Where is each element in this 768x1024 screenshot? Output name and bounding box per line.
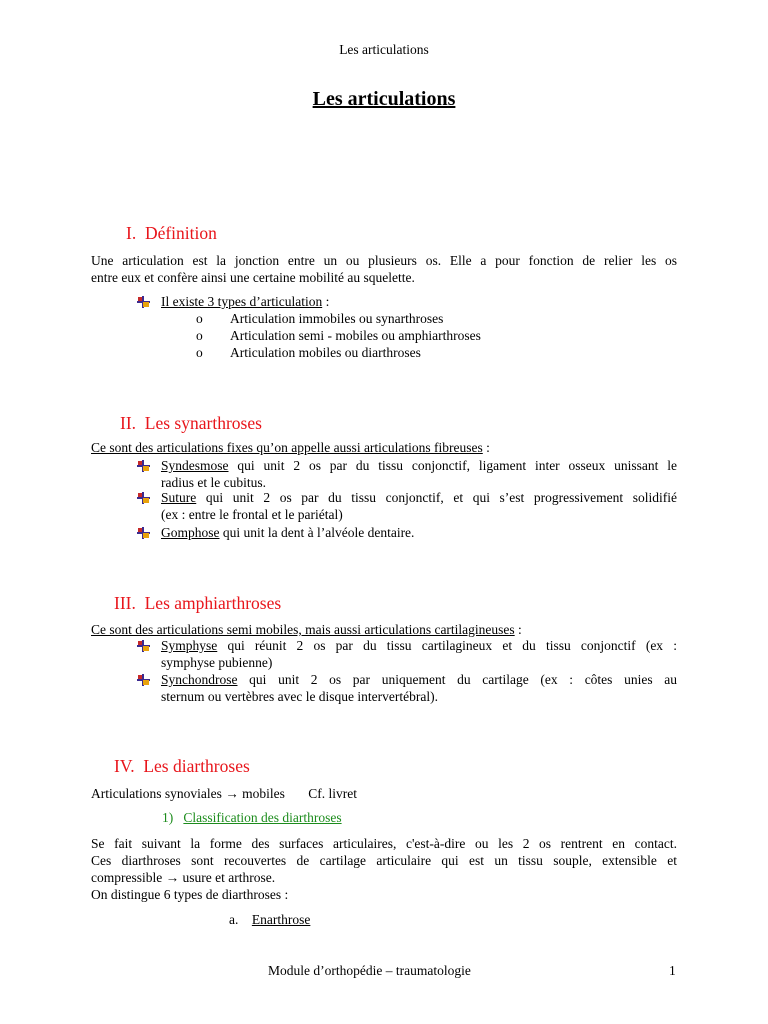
section-title: Définition — [144, 223, 217, 243]
bullet-item — [136, 638, 677, 672]
section-number: III. — [114, 593, 136, 613]
pin-bullet-icon — [136, 459, 152, 473]
circle-marker: o — [196, 311, 203, 326]
subsection-number: 1) — [162, 810, 174, 825]
sub-list-item — [196, 327, 481, 344]
paragraph-line: entre eux et confère ainsi une certaine mobilité au squelette. — [91, 270, 415, 285]
paragraph-text: usure et arthrose. — [179, 870, 276, 885]
livret-reference: Cf. livret — [308, 786, 357, 801]
bullet-text: qui réunit 2 os par du tissu cartilagineux et du tissu conjonctif (ex : — [217, 638, 677, 653]
page-title: Les articulations — [312, 88, 456, 110]
paragraph-line: On distingue 6 types de diarthroses : — [91, 887, 289, 902]
pin-bullet-icon — [136, 295, 152, 309]
section-number: II. — [120, 413, 137, 433]
paragraph-line: Se fait suivant la forme des surfaces articulaires, c'est-à-dire ou les 2 os rentrent en contact. — [91, 836, 677, 851]
bullet-term: Suture — [161, 490, 197, 505]
bullet-line — [161, 672, 677, 689]
bullet-line: symphyse pubienne) — [161, 654, 273, 670]
bullet-term: Syndesmose — [161, 458, 229, 473]
sub-item-text: Articulation mobiles ou diarthroses — [230, 345, 421, 360]
bullet-term: Il existe 3 types d’articulation — [161, 294, 323, 309]
bullet-item — [136, 672, 677, 706]
sub-list-item — [196, 344, 421, 361]
bullet-text: qui unit 2 os par uniquement du cartilage (ex : côtes unies au — [237, 672, 677, 687]
item-text: Enarthrose — [251, 912, 311, 927]
sub-item-text: Articulation semi - mobiles ou amphiarthroses — [230, 328, 481, 343]
section-intro — [91, 622, 522, 638]
right-arrow-icon: → — [225, 786, 239, 801]
section-title: Les amphiarthroses — [144, 593, 282, 613]
circle-marker: o — [196, 345, 203, 360]
section-heading-synarthroses — [120, 413, 262, 434]
right-arrow-icon: → — [165, 870, 180, 885]
classification-paragraph — [91, 835, 677, 903]
intro-colon: : — [482, 440, 490, 455]
paragraph-line — [91, 869, 677, 886]
synovial-text: Articulations synoviales — [91, 786, 222, 801]
pin-bullet-icon — [136, 673, 152, 687]
bullet-line: radius et le cubitus. — [161, 474, 266, 490]
section-title: Les diarthroses — [143, 756, 250, 776]
paragraph-text: compressible — [91, 870, 166, 885]
bullet-item — [136, 458, 677, 492]
sub-list-item — [196, 310, 443, 327]
footer-module: Module d’orthopédie – traumatologie — [268, 963, 471, 978]
bullet-text: qui unit la dent à l’alvéole dentaire. — [219, 525, 415, 540]
sub-item-text: Articulation immobiles ou synarthroses — [230, 311, 444, 326]
section-number: I. — [126, 223, 137, 243]
bullet-term: Gomphose — [161, 525, 220, 540]
paragraph-line: Ces diarthroses sont recouvertes de cartilage articulaire qui est un tissu souple, extensible et — [91, 853, 677, 868]
item-letter: a. — [229, 912, 239, 927]
definition-paragraph — [91, 252, 677, 286]
lettered-item — [229, 912, 310, 928]
section-intro — [91, 440, 490, 456]
bullet-text: : — [322, 294, 330, 309]
synovial-line — [91, 786, 357, 802]
circle-marker: o — [196, 328, 203, 343]
bullet-line — [161, 490, 677, 507]
bullet-line: (ex : entre le frontal et le pariétal) — [161, 506, 343, 522]
bullet-term: Symphyse — [161, 638, 218, 653]
bullet-line — [161, 458, 677, 475]
running-header: Les articulations — [339, 42, 429, 57]
bullet-term: Synchondrose — [161, 672, 238, 687]
bullet-line — [161, 525, 677, 542]
section-title: Les synarthroses — [144, 413, 262, 433]
intro-text: Ce sont des articulations fixes qu’on appelle aussi articulations fibreuses — [91, 440, 483, 455]
bullet-text: qui unit 2 os par du tissu conjonctif, et qui s’est progressivement solidifié — [196, 490, 677, 505]
bullet-line — [161, 638, 677, 655]
page-number: 1 — [669, 963, 676, 978]
pin-bullet-icon — [136, 526, 152, 540]
section-heading-diarthroses — [114, 756, 250, 777]
subsection-heading — [162, 810, 342, 826]
pin-bullet-icon — [136, 639, 152, 653]
mobiles-text: mobiles — [238, 786, 285, 801]
section-number: IV. — [114, 756, 135, 776]
bullet-text: qui unit 2 os par du tissu conjonctif, ligament inter osseux unissant le — [228, 458, 677, 473]
subsection-title: Classification des diarthroses — [183, 810, 342, 825]
bullet-item — [136, 490, 677, 524]
bullet-line: sternum ou vertèbres avec le disque intervertébral). — [161, 688, 439, 704]
intro-text: Ce sont des articulations semi mobiles, mais aussi articulations cartilagineuses — [91, 622, 515, 637]
section-heading-amphiarthroses — [114, 593, 281, 614]
paragraph-line: Une articulation est la jonction entre un ou plusieurs os. Elle a pour fonction de relier les os — [91, 253, 677, 268]
pin-bullet-icon — [136, 491, 152, 505]
intro-colon: : — [514, 622, 522, 637]
section-heading-definition — [126, 223, 217, 244]
